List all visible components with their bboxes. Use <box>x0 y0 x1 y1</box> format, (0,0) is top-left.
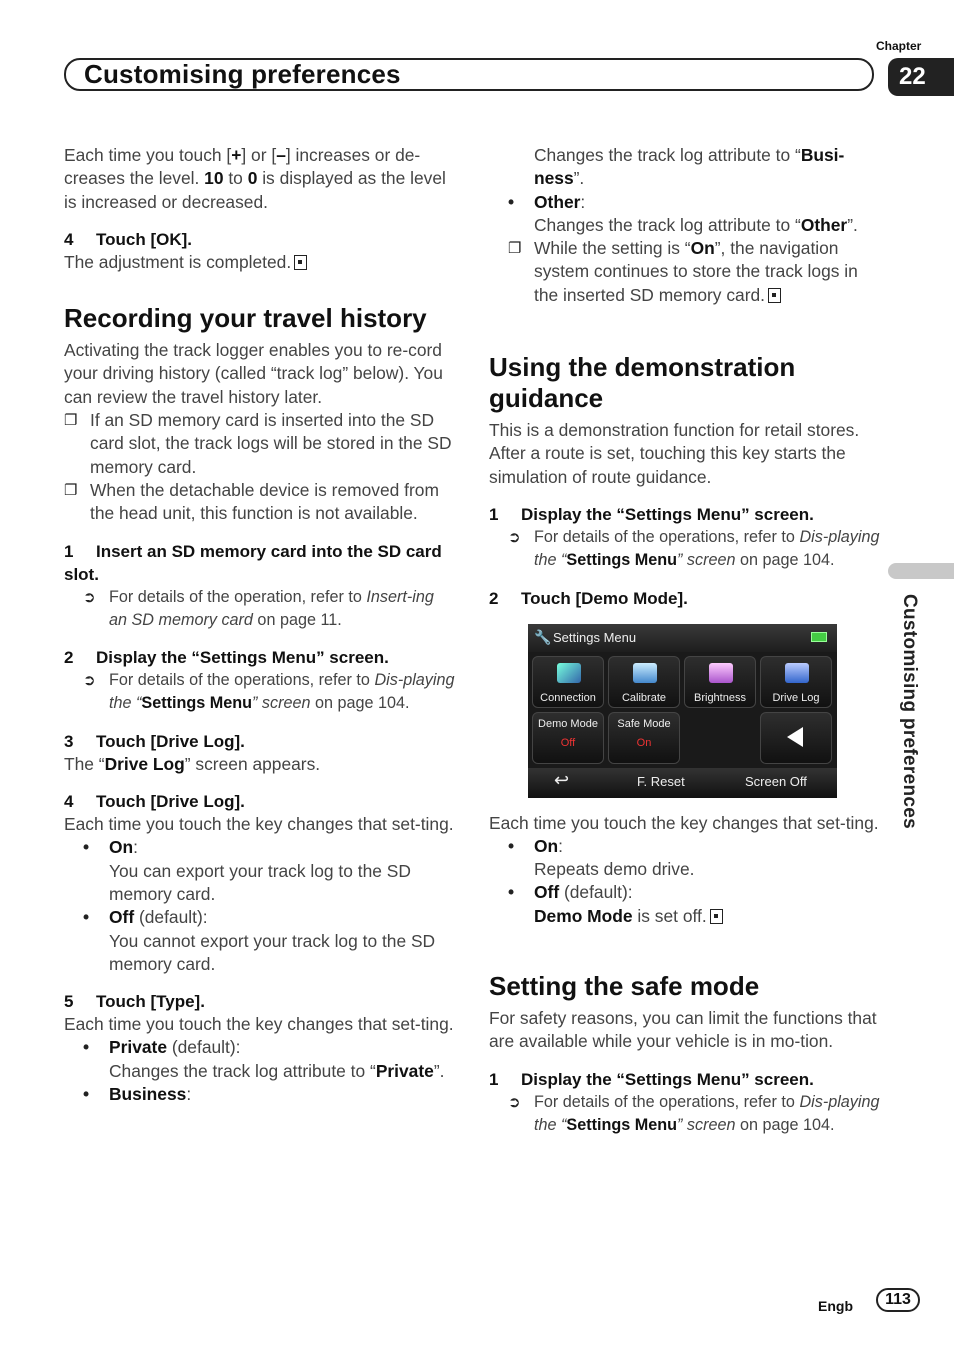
device-titlebar <box>528 624 837 652</box>
arrow-ref-icon: ➲ <box>83 588 96 606</box>
return-arrow-icon[interactable]: ↩ <box>554 769 570 790</box>
settings-menu-screenshot <box>528 624 837 798</box>
tile-connection[interactable]: Connection <box>532 656 604 708</box>
connection-icon <box>557 663 581 683</box>
reference-note: ➲ For details of the operations, refer to Dis-playing the “Settings Menu” screen on page 104. <box>508 1092 880 1134</box>
chapter-number: 22 <box>888 58 954 96</box>
tile-demo-mode[interactable]: Demo Mode Off <box>532 712 604 764</box>
step-heading: 1 Insert an SD memory card into the SD card slot. <box>64 541 442 584</box>
battery-icon <box>811 632 827 642</box>
page-back-button[interactable] <box>760 712 832 764</box>
bullet-item: • Private (default): <box>64 1036 456 1059</box>
right-column <box>489 144 881 1137</box>
step-heading: 1 Display the “Settings Menu” screen. <box>489 1069 814 1089</box>
bullet-item: • Business: <box>64 1083 456 1106</box>
demo-intro: This is a demonstration function for retail stores. After a route is set, touching this key starts the simulation of route guidance. <box>489 420 860 487</box>
step-heading: 1 Display the “Settings Menu” screen. <box>489 504 814 524</box>
arrow-ref-icon: ➲ <box>508 1093 521 1111</box>
bullet-desc: Demo Mode is set off. <box>489 905 881 928</box>
intro-paragraph: Each time you touch [+] or [–] increases or de-creases the level. 10 to 0 is displayed as the level is increased or decreased. <box>64 145 446 212</box>
safe-mode-heading: Setting the safe mode <box>489 971 760 1002</box>
step-heading: 3 Touch [Drive Log]. <box>64 731 245 751</box>
tile-drive-log[interactable]: Drive Log <box>760 656 832 708</box>
step-text: Each time you touch the key changes that set-ting. <box>64 814 454 835</box>
reference-note: ➲ For details of the operation, refer to Insert-ing an SD memory card on page 11. <box>83 587 434 629</box>
bullet-desc: You can export your track log to the SD memory card. <box>109 860 411 904</box>
safe-mode-intro: For safety reasons, you can limit the functions that are available while your vehicle is in mo-tion. <box>489 1008 877 1052</box>
note-item: ❐ When the detachable device is removed from the head unit, this function is not available. <box>64 479 439 524</box>
bullet-desc: You cannot export your track log to the SD memory card. <box>109 930 436 974</box>
f-reset-button[interactable]: F. Reset <box>637 773 685 789</box>
note-item: ❐ While the setting is “On”, the navigation system continues to store the track logs in the inserted SD memory card. <box>508 238 858 305</box>
arrow-ref-icon: ➲ <box>508 528 521 546</box>
end-mark-icon <box>768 288 781 303</box>
recording-intro: Activating the track logger enables you to re-cord your driving history (called “track log” below). You can review the travel history later. <box>64 340 443 407</box>
bullet-desc: Changes the track log attribute to “Private”. <box>109 1060 445 1081</box>
screen-off-button[interactable]: Screen Off <box>745 773 807 789</box>
demo-text: Each time you touch the key changes that set-ting. <box>489 812 879 833</box>
chapter-label: Chapter <box>876 39 922 53</box>
end-mark-icon <box>294 255 307 270</box>
tile-calibrate[interactable]: Calibrate <box>608 656 680 708</box>
footer-language: Engb <box>818 1298 853 1314</box>
bullet-desc: Changes the track log attribute to “Busi-ness”. <box>534 145 845 189</box>
step-text: The adjustment is completed. <box>64 251 456 274</box>
step-heading: 2 Display the “Settings Menu” screen. <box>64 648 389 668</box>
brightness-icon <box>709 663 733 683</box>
step-heading: 4 Touch [Drive Log]. <box>64 792 245 812</box>
device-title: Settings Menu <box>553 629 637 645</box>
bullet-item: • Off (default): <box>489 881 881 904</box>
checkbox-note-icon: ❐ <box>508 240 522 258</box>
bullet-item: • On: <box>64 836 456 859</box>
step-heading: 2 Touch [Demo Mode]. <box>489 588 688 608</box>
settings-tool-icon: 🔧 <box>534 628 552 645</box>
checkbox-note-icon: ❐ <box>64 481 78 499</box>
side-tab-marker <box>888 563 954 579</box>
demo-heading: Using the demonstration guidance <box>489 352 796 414</box>
page-number: 113 <box>876 1288 920 1312</box>
step-heading: 4 Touch [OK]. <box>64 229 192 249</box>
side-tab-label: Customising preferences <box>899 594 920 829</box>
left-column <box>64 144 456 1106</box>
bullet-desc: Changes the track log attribute to “Other”. <box>534 214 858 235</box>
step-text: The “Drive Log” screen appears. <box>64 753 321 774</box>
step-heading: 5 Touch [Type]. <box>64 992 205 1012</box>
end-mark-icon <box>710 909 723 924</box>
tile-brightness[interactable]: Brightness <box>684 656 756 708</box>
triangle-left-icon <box>787 727 803 747</box>
note-item: ❐ If an SD memory card is inserted into the SD card slot, the track logs will be stored in the SD memory card. <box>64 410 452 477</box>
bullet-item: • On: <box>489 835 881 858</box>
step-text: Each time you touch the key changes that set-ting. <box>64 1014 454 1035</box>
calibrate-icon <box>633 663 657 683</box>
checkbox-note-icon: ❐ <box>64 412 78 430</box>
recording-heading: Recording your travel history <box>64 303 427 334</box>
bullet-desc: Repeats demo drive. <box>534 859 695 880</box>
arrow-ref-icon: ➲ <box>83 672 96 690</box>
reference-note: ➲ For details of the operations, refer to Dis-playing the “Settings Menu” screen on page 104. <box>508 527 880 570</box>
bullet-item: • Other: <box>489 191 881 214</box>
section-title: Customising preferences <box>84 59 401 89</box>
tile-safe-mode[interactable]: Safe Mode On <box>608 712 680 764</box>
device-bottom-bar <box>528 768 837 798</box>
drive-log-icon <box>785 663 809 683</box>
bullet-item: • Off (default): <box>64 906 456 929</box>
reference-note: ➲ For details of the operations, refer to Dis-playing the “Settings Menu” screen on page 104. <box>83 671 455 713</box>
